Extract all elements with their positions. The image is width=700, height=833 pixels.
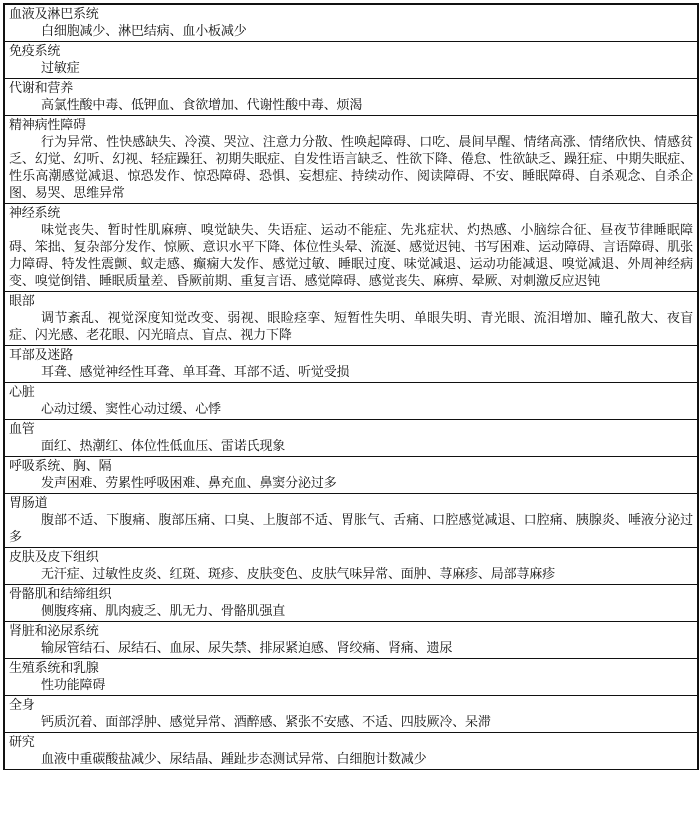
section-items: 输尿管结石、尿结石、血尿、尿失禁、排尿紧迫感、肾绞痛、肾痛、遗尿 bbox=[41, 641, 453, 656]
section-eye bbox=[5, 292, 697, 346]
section-nervous bbox=[5, 204, 697, 292]
section-title: 血管 bbox=[9, 422, 35, 437]
section-title: 研究 bbox=[9, 735, 35, 750]
section-items: 高氯性酸中毒、低钾血、食欲增加、代谢性酸中毒、烦渴 bbox=[41, 98, 363, 113]
section-title: 眼部 bbox=[9, 294, 35, 309]
section-items: 过敏症 bbox=[41, 61, 80, 76]
section-psychiatric bbox=[5, 116, 697, 204]
section-title: 神经系统 bbox=[9, 206, 61, 221]
section-items: 白细胞减少、淋巴结病、血小板减少 bbox=[41, 24, 247, 39]
section-items: 调节紊乱、视觉深度知觉改变、弱视、眼睑痉挛、短暂性失明、单眼失明、青光眼、流泪增加、瞳孔散大、夜盲症、闪光感、老花眼、闪光暗点、盲点、视力下降 bbox=[9, 311, 693, 343]
section-items: 侧腹疼痛、肌肉疲乏、肌无力、骨骼肌强直 bbox=[41, 604, 286, 619]
section-title: 肾脏和泌尿系统 bbox=[9, 624, 99, 639]
section-title: 生殖系统和乳腺 bbox=[9, 661, 99, 676]
section-items: 血液中重碳酸盐减少、尿结晶、踵趾步态测试异常、白细胞计数减少 bbox=[41, 752, 427, 767]
adverse-reactions-table bbox=[3, 3, 699, 770]
section-title: 胃肠道 bbox=[9, 496, 48, 511]
section-items: 性功能障碍 bbox=[41, 678, 106, 693]
section-title: 代谢和营养 bbox=[9, 81, 74, 96]
section-title: 骨骼肌和结缔组织 bbox=[9, 587, 112, 602]
section-cardiac bbox=[5, 383, 697, 420]
section-renal bbox=[5, 622, 697, 659]
section-blood-lymph bbox=[5, 5, 697, 42]
section-investigations bbox=[5, 733, 697, 770]
section-title: 心脏 bbox=[9, 385, 35, 400]
section-metabolism bbox=[5, 79, 697, 116]
section-vascular bbox=[5, 420, 697, 457]
section-items: 发声困难、劳累性呼吸困难、鼻充血、鼻窦分泌过多 bbox=[41, 476, 337, 491]
section-items: 味觉丧失、暂时性肌麻痹、嗅觉缺失、失语症、运动不能症、先兆症状、灼热感、小脑综合征、昼夜节律睡眠障碍、笨拙、复杂部分发作、惊厥、意识水平下降、体位性头晕、流涎、感觉迟钝、书写困难、运动障碍、言语障碍、肌张力障碍、特发性震颤、蚁走感、癫痫大发作、感觉过敏、睡眠过度、味觉减退、运动功能减退、嗅觉减退、外周神经病变、嗅觉倒错、睡眠质量差、昏厥前期、重复言语、感觉障碍、感觉丧失、麻痹、晕厥、对刺激反应迟钝 bbox=[9, 223, 693, 289]
section-title: 耳部及迷路 bbox=[9, 348, 74, 363]
section-items: 耳聋、感觉神经性耳聋、单耳聋、耳部不适、听觉受损 bbox=[41, 365, 350, 380]
section-reproductive bbox=[5, 659, 697, 696]
section-general bbox=[5, 696, 697, 733]
section-items: 无汗症、过敏性皮炎、红斑、斑疹、皮肤变色、皮肤气味异常、面肿、荨麻疹、局部荨麻疹 bbox=[41, 567, 556, 582]
section-title: 免疫系统 bbox=[9, 44, 61, 59]
section-items: 心动过缓、窦性心动过缓、心悸 bbox=[41, 402, 221, 417]
section-ear bbox=[5, 346, 697, 383]
section-respiratory bbox=[5, 457, 697, 494]
section-title: 精神病性障碍 bbox=[9, 118, 86, 133]
section-items: 腹部不适、下腹痛、腹部压痛、口臭、上腹部不适、胃胀气、舌痛、口腔感觉减退、口腔痛、胰腺炎、唾液分泌过多 bbox=[9, 513, 693, 545]
section-musculoskeletal bbox=[5, 585, 697, 622]
section-items: 钙质沉着、面部浮肿、感觉异常、酒醉感、紧张不安感、不适、四肢厥冷、呆滞 bbox=[41, 715, 491, 730]
section-title: 全身 bbox=[9, 698, 35, 713]
section-items: 面红、热潮红、体位性低血压、雷诺氏现象 bbox=[41, 439, 286, 454]
section-immune bbox=[5, 42, 697, 79]
section-skin bbox=[5, 548, 697, 585]
section-title: 皮肤及皮下组织 bbox=[9, 550, 99, 565]
section-title: 血液及淋巴系统 bbox=[9, 7, 99, 22]
section-gastrointestinal bbox=[5, 494, 697, 548]
section-items: 行为异常、性快感缺失、冷漠、哭泣、注意力分散、性唤起障碍、口吃、晨间早醒、情绪高涨、情绪欣快、情感贫乏、幻觉、幻听、幻视、轻症躁狂、初期失眠症、自发性语言缺乏、性欲下降、倦怠、性欲缺乏、躁狂症、中期失眠症、性乐高潮感觉减退、惊恐发作、惊恐障碍、恐惧、妄想症、持续动作、阅读障碍、不安、睡眠障碍、自杀观念、自杀企图、易哭、思维异常 bbox=[9, 135, 693, 201]
section-title: 呼吸系统、胸、隔 bbox=[9, 459, 112, 474]
